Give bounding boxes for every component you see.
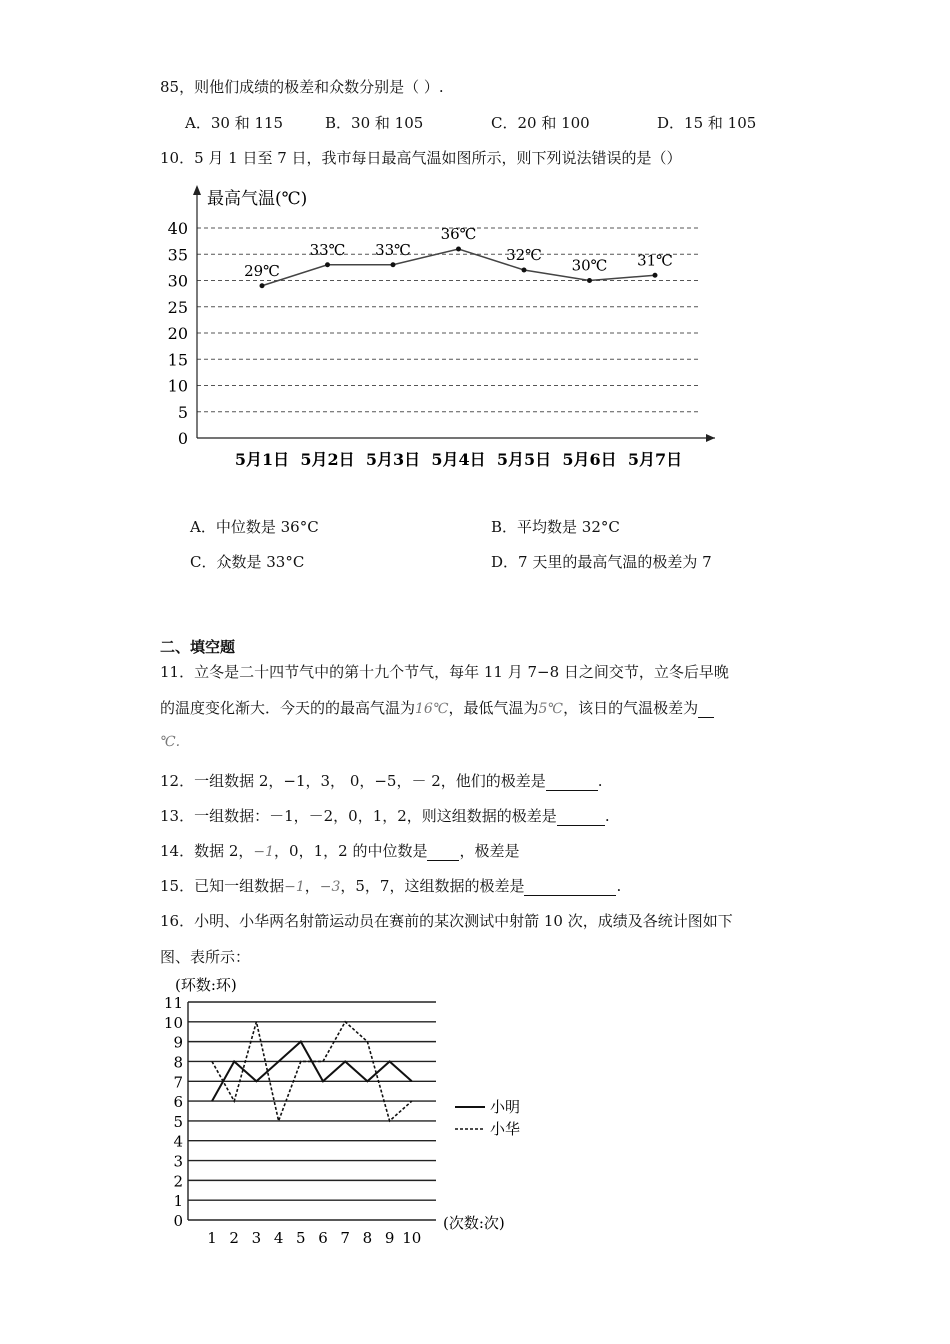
data-label: 29℃ [244, 261, 280, 280]
q15-text-a: 15．已知一组数据 [160, 877, 285, 895]
data-point [325, 262, 330, 267]
y-tick-label: 2 [173, 1172, 183, 1191]
q13-text: 13．一组数据：－1，－2，0，1，2，则这组数据的极差是 [160, 807, 557, 825]
q13 [160, 805, 610, 826]
data-label: 36℃ [440, 225, 477, 243]
q14-median-blank[interactable] [427, 844, 459, 861]
y-tick-label: 20 [167, 324, 188, 343]
section-title: 二、填空题 [160, 638, 236, 656]
x-tick-label: 3 [251, 1229, 262, 1247]
x-tick-label: 5月1日 [234, 450, 290, 469]
y-axis-label: (环数:环) [175, 976, 237, 994]
q14-text-b: ，0，1，2 的中位数是 [274, 842, 428, 860]
x-tick-label: 8 [362, 1229, 373, 1247]
temperature-line-chart [150, 175, 750, 485]
x-tick-label: 10 [402, 1229, 422, 1247]
y-tick-label: 4 [173, 1132, 183, 1151]
q14 [160, 840, 519, 861]
q15-neg-three: −3 [319, 879, 341, 895]
x-tick-label: 5月6日 [562, 450, 617, 469]
q11-unit: ℃. [160, 734, 181, 750]
data-label: 32℃ [506, 246, 542, 264]
q12-end: . [597, 772, 603, 790]
q15-neg-one: −1 [284, 879, 305, 895]
q9-option-b: B．30 和 105 [325, 114, 424, 132]
q11-line3 [160, 732, 180, 750]
data-label: 33℃ [375, 240, 411, 259]
y-tick-label: 1 [173, 1192, 183, 1211]
q14-neg-one: −1 [253, 844, 275, 860]
y-tick-label: 10 [167, 376, 188, 396]
y-tick-label: 15 [167, 350, 188, 370]
y-tick-label: 25 [167, 297, 188, 317]
q11-text-c: ，该日的气温极差为 [563, 699, 699, 717]
q11-text-a: 的温度变化渐大．今天的的最高气温为 [160, 699, 416, 717]
q10-option-a: A．中位数是 36°C [190, 518, 319, 536]
q12-answer-blank[interactable] [546, 774, 598, 791]
q10-stem: 10．5 月 1 日至 7 日，我市每日最高气温如图所示，则下列说法错误的是（） [160, 149, 682, 167]
x-axis-label: (次数:次) [443, 1214, 505, 1232]
x-tick-label: 6 [318, 1229, 328, 1247]
x-tick-label: 5月2日 [300, 450, 355, 469]
y-tick-label: 40 [167, 219, 188, 238]
x-tick-label: 4 [273, 1229, 284, 1247]
x-tick-label: 1 [207, 1229, 217, 1247]
y-axis-arrow [193, 185, 201, 195]
x-tick-label: 5 [296, 1229, 306, 1247]
q11-answer-blank[interactable] [698, 701, 714, 718]
q11-low-temp: 5℃ [538, 701, 564, 717]
q11-high-temp: 16℃ [415, 701, 449, 717]
data-point [456, 247, 461, 252]
q9-stem-tail: 85，则他们成绩的极差和众数分别是（ ）. [160, 78, 444, 96]
x-axis-arrow [706, 434, 715, 442]
y-tick-label: 11 [163, 994, 183, 1012]
x-tick-label: 9 [384, 1229, 395, 1247]
data-point [587, 278, 592, 283]
q10-option-d: D．7 天里的最高气温的极差为 7 [491, 553, 712, 571]
y-tick-label: 7 [173, 1073, 183, 1092]
q9-option-a: A．30 和 115 [185, 114, 284, 132]
data-point [260, 283, 265, 288]
q15-text-b: ，5，7，这组数据的极差是 [340, 877, 525, 895]
q10-option-b: B．平均数是 32°C [491, 518, 620, 536]
x-tick-label: 2 [229, 1229, 239, 1247]
q9-option-d: D．15 和 105 [657, 114, 757, 132]
legend-label: 小明 [490, 1098, 521, 1116]
q15 [160, 875, 621, 896]
data-point [391, 262, 396, 267]
q11-text-b: ，最低气温为 [448, 699, 539, 717]
q11-line2 [160, 697, 714, 718]
y-tick-label: 0 [177, 429, 188, 448]
q16-line2: 图、表所示： [160, 948, 251, 966]
data-label: 33℃ [309, 240, 346, 259]
y-tick-label: 8 [173, 1053, 183, 1072]
q11-line1: 11．立冬是二十四节气中的第十九个节气，每年 11 月 7−8 日之间交节，立冬后早晚 [160, 663, 729, 681]
q13-end: . [604, 807, 610, 825]
q15-sep: ， [304, 877, 320, 895]
y-tick-label: 6 [173, 1093, 183, 1112]
data-label: 30℃ [571, 256, 608, 275]
y-tick-label: 30 [167, 271, 188, 291]
chart-title: 最高气温(℃) [207, 189, 308, 209]
data-point [653, 273, 658, 278]
q13-answer-blank[interactable] [557, 809, 605, 826]
q16-line1: 16．小明、小华两名射箭运动员在赛前的某次测试中射箭 10 次，成绩及各统计图如下 [160, 912, 733, 930]
q14-text-a: 14．数据 2， [160, 842, 254, 860]
y-tick-label: 5 [177, 402, 188, 422]
q15-answer-blank[interactable] [524, 879, 616, 896]
series-line-xiaohua [212, 1022, 412, 1121]
x-tick-label: 5月5日 [496, 450, 552, 469]
y-tick-label: 9 [173, 1033, 183, 1052]
q9-option-c: C．20 和 100 [491, 114, 590, 132]
q12 [160, 770, 603, 791]
x-tick-label: 5月4日 [431, 450, 486, 469]
q15-end: . [616, 877, 622, 895]
y-tick-label: 3 [173, 1152, 183, 1171]
x-tick-label: 5月3日 [365, 450, 421, 469]
y-tick-label: 35 [167, 245, 188, 265]
legend-label: 小华 [490, 1120, 521, 1138]
q14-text-c: ，极差是 [459, 842, 520, 860]
data-point [522, 268, 527, 273]
x-tick-label: 5月7日 [627, 450, 683, 469]
y-tick-label: 0 [173, 1212, 183, 1230]
data-label: 31℃ [637, 251, 673, 270]
y-tick-label: 5 [173, 1112, 183, 1131]
q12-text: 12．一组数据 2，−1，3， 0，−5，－ 2，他们的极差是 [160, 772, 546, 790]
y-tick-label: 10 [163, 1013, 183, 1032]
x-tick-label: 7 [340, 1229, 350, 1247]
archery-scores-chart [155, 970, 555, 1250]
q10-option-c: C．众数是 33°C [190, 553, 305, 571]
